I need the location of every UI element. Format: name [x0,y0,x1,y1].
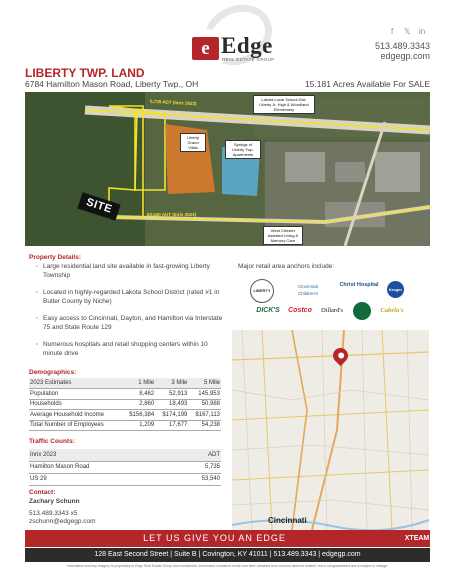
table-row [29,399,221,410]
table-cell: 52,913 [169,390,188,397]
cabelas-logo: Cabela's [380,307,404,314]
list-item: · Numerous hospitals and retail shopping centers within 10 minute drive [36,340,226,358]
logo-subtitle: REAL ESTATE GROUP [222,57,275,62]
table-cell: 8,462 [139,390,155,397]
header-phone[interactable]: 513.489.3343 [374,41,430,51]
table-header-cell: 2023 Estimates [30,380,72,386]
anchors-label: Major retail area anchors include: [238,263,335,270]
property-title: LIBERTY TWP. LAND [25,66,145,80]
logo-wordmark: Edge [221,33,273,58]
site-label: SITE [77,192,120,221]
xteam-logo: XTEAM [404,530,430,547]
christ-hospital-logo: Christ Hospital [339,282,379,288]
property-address: 6784 Hamilton Mason Road, Liberty Twp., OH [25,79,199,89]
regional-map-graphic [232,330,429,530]
table-header-cell: 5 Mile [203,380,220,386]
dicks-logo: DICK'S [256,307,280,314]
road-label-top: 5,735 ADT (Inrix 2023) [149,98,197,107]
contact-heading: Contact: [29,489,56,496]
kroger-logo: Kroger [387,281,404,298]
property-acres: 15.181 Acres Available For SALE [304,79,430,89]
callout-school: Lakota Local School Dist. Liberty Jr. High & Woodland Elementary [253,95,315,114]
table-row [29,420,221,431]
table-cell: Hamilton Mason Road [30,464,90,470]
starbucks-logo [353,302,371,320]
demographics-table [29,378,221,431]
table-cell: 17,677 [169,422,188,429]
contact-phone[interactable]: 513.489.3343 x5 [29,510,78,517]
table-row [29,389,221,400]
list-item: · Easy access to Cincinnati, Dayton, and Hamilton via Interstate 75 and State Route 129 [36,314,226,332]
table-cell: Households [30,401,62,408]
table-cell: $156,384 [129,411,155,418]
aerial-photo [25,92,430,246]
table-cell: Population [30,390,59,397]
table-header-row [29,378,221,389]
demographics-heading: Demographics: [29,369,77,376]
contact-name: Zachary Schunn [29,498,80,505]
table-header-cell: Inrix 2023 [30,451,57,458]
traffic-heading: Traffic Counts: [29,438,75,445]
callout-west-chester: West Chester Assisted Living & Memory Care [263,226,303,245]
table-cell: 1,209 [139,422,155,429]
callout-liberty-villas: Liberty Grand Villas [180,133,206,152]
details-heading: Property Details: [29,254,82,261]
table-cell: $174,199 [162,411,188,418]
table-cell: 18,493 [169,401,188,408]
aerial-map-graphic [25,92,430,246]
list-item: · Located in highly-regarded Lakota School District (rated #1 in Butler County by Niche) [36,288,226,306]
linkedin-icon[interactable]: in [419,27,426,36]
table-header-row [29,449,221,461]
table-cell: Total Number of Employees [30,422,104,429]
header-website[interactable]: edgegp.com [380,51,430,61]
disclaimer: Information and any imagery is proprietary to Edge Real Estate Group and confidential. Information contained herein has been obtained from sources deemed reliable, but is not guaranteed and is subject to change. [66,564,389,568]
table-header-cell: 1 Mile [138,380,155,386]
table-cell: 145,953 [198,390,220,397]
logo-mark: e [192,37,219,60]
table-cell: 2,860 [139,401,155,408]
table-cell: 50,988 [201,401,220,408]
table-row [29,473,221,485]
table-cell: 5,735 [204,464,220,470]
details-list [36,262,226,366]
table-row [29,410,221,421]
header [0,0,454,64]
table-header-cell: 3 Mile [171,380,188,386]
footer-address-bar: 128 East Second Street | Suite B | Covington, KY 41011 | 513.489.3343 | edgegp.com [25,548,430,562]
table-cell: Average Household Income [30,411,104,418]
table-cell: 53,540 [201,476,220,482]
map-city-label: Cincinnati [268,516,307,525]
dillards-logo: Dillard's [320,307,344,314]
regional-map [232,330,429,530]
table-row [29,461,221,473]
cincinnati-childrens-logo: Cincinnati Children's [298,284,318,296]
table-cell: $167,113 [195,411,220,418]
slogan-banner: LET US GIVE YOU AN EDGE [25,530,404,547]
road-label-bottom: 53,540 ADT (Inrix 2023) [147,212,197,217]
traffic-table [29,449,221,486]
contact-email[interactable]: zschunn@edgegp.com [29,518,96,525]
facebook-icon[interactable]: f [391,27,394,36]
callout-springs: Springs of Liberty Twp. Apartments [225,140,261,159]
table-cell: 54,238 [201,422,220,429]
list-item: · Large residential land site available in fast-growing Liberty Township [36,262,226,280]
table-cell: US 29 [30,476,47,482]
costco-logo: Costco [288,307,312,314]
liberty-center-logo: LIBERTY [250,279,274,303]
table-header-cell: ADT [208,451,220,458]
x-icon[interactable]: 𝕏 [404,27,411,36]
